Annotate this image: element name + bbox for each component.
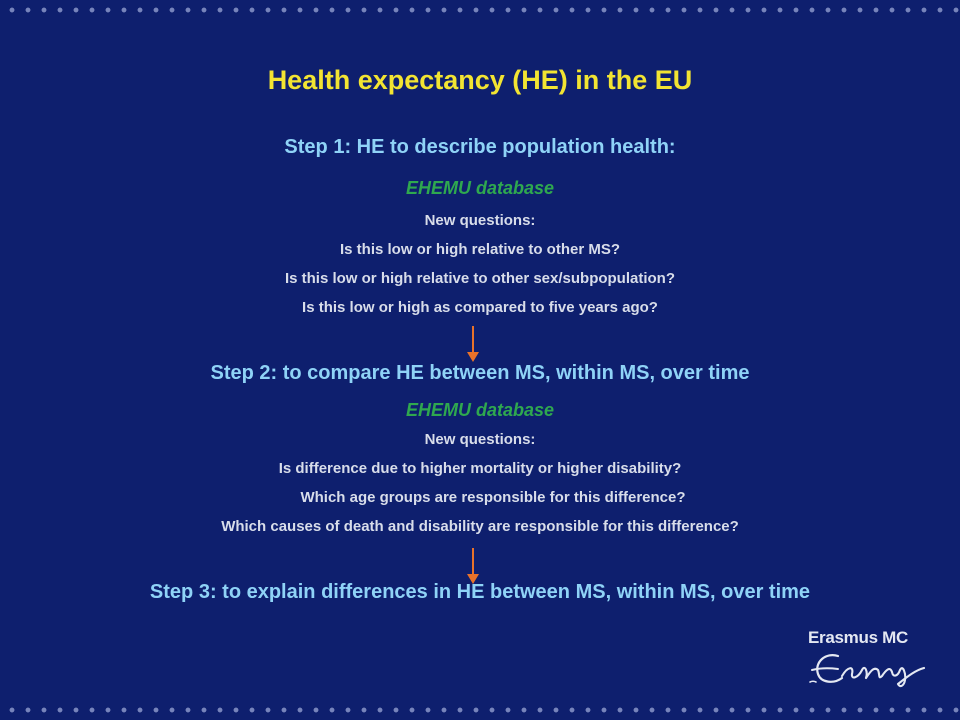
step1-database: EHEMU database	[405, 178, 555, 198]
step2-question-2: Which age groups are responsible for this difference?	[300, 489, 686, 506]
step2-question-1: Is difference due to higher mortality or higher disability?	[278, 460, 682, 477]
step3-heading: Step 3: to explain differences in HE between MS, within MS, over time	[149, 581, 811, 603]
step1-question-3: Is this low or high as compared to five years ago?	[302, 299, 658, 316]
slide-title: Health expectancy (HE) in the EU	[267, 65, 693, 95]
step2-database: EHEMU database	[405, 400, 555, 420]
down-arrow-icon	[466, 548, 480, 584]
step1-question-1: Is this low or high relative to other MS?	[339, 241, 621, 258]
erasmus-mc-logo	[808, 628, 938, 690]
step1-questions-label: New questions:	[424, 212, 536, 229]
step2-questions-label: New questions:	[424, 431, 536, 448]
step2-heading: Step 2: to compare HE between MS, within MS, over time	[210, 362, 750, 384]
step1-heading: Step 1: HE to describe population health:	[284, 136, 676, 158]
down-arrow-icon	[466, 326, 480, 362]
bottom-dot-border	[0, 704, 960, 716]
logo-name: Erasmus MC	[808, 628, 908, 647]
top-dot-border	[0, 4, 960, 16]
step2-question-3: Which causes of death and disability are responsible for this difference?	[221, 518, 739, 535]
erasmus-signature-icon	[808, 648, 938, 690]
step1-question-2: Is this low or high relative to other sex/subpopulation?	[284, 270, 676, 287]
